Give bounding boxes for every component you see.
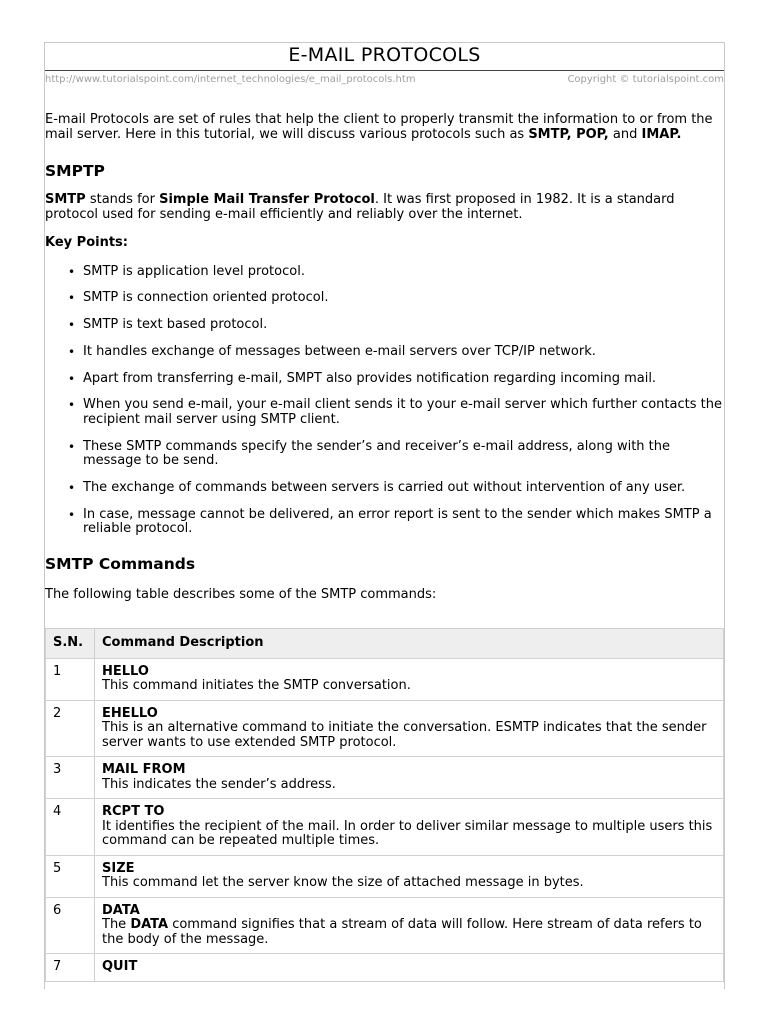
column-header-description: Command Description [95, 629, 724, 659]
command-desc: This indicates the sender’s address. [102, 776, 336, 792]
source-url[interactable]: http://www.tutorialspoint.com/internet_technologies/e_mail_protocols.htm [45, 74, 416, 85]
commands-intro: The following table describes some of the SMTP commands: [45, 586, 437, 602]
table-row [46, 658, 724, 700]
row-description [95, 855, 724, 897]
command-desc: This command initiates the SMTP conversation. [102, 678, 411, 694]
command-name: MAIL FROM [102, 762, 186, 778]
row-sn: 3 [46, 757, 95, 799]
list-item: • SMTP is connection oriented protocol. [83, 291, 724, 306]
command-desc-pre: The [102, 917, 131, 933]
table-row [46, 700, 724, 757]
smtp-stands-for: stands for [85, 192, 160, 207]
intro-protocols: SMTP, POP, [528, 126, 609, 142]
row-sn: 1 [46, 658, 95, 700]
key-points-label: Key Points: [45, 235, 128, 250]
title-divider [45, 70, 724, 71]
row-sn: 4 [46, 799, 95, 856]
smtp-heading: SMPTP [45, 162, 105, 180]
intro-imap: IMAP. [641, 126, 682, 142]
list-item: • It handles exchange of messages between e-mail servers over TCP/IP network. [83, 345, 724, 360]
command-name: SIZE [102, 860, 135, 876]
list-item: • When you send e-mail, your e-mail client sends it to your e-mail server which further contacts the recipient mail server using SMTP client. [83, 398, 724, 427]
table-row [46, 855, 724, 897]
intro-and: and [608, 126, 642, 142]
row-sn: 5 [46, 855, 95, 897]
row-sn: 6 [46, 897, 95, 954]
commands-table [45, 628, 724, 982]
page-title: E-MAIL PROTOCOLS [288, 44, 481, 66]
smtp-full-name: Simple Mail Transfer Protocol [159, 192, 375, 207]
list-item: • These SMTP commands specify the sender’s and receiver’s e-mail address, along with the message to be send. [83, 440, 724, 469]
row-description [95, 700, 724, 757]
row-description [95, 799, 724, 856]
document-content [45, 113, 724, 982]
list-item: • SMTP is application level protocol. [83, 265, 724, 280]
key-points-list [45, 265, 724, 537]
smtp-definition [45, 193, 724, 222]
command-desc: This is an alternative command to initiate the conversation. ESMTP indicates that the sender server wants to use extended SMTP protocol. [102, 720, 707, 750]
list-item: • SMTP is text based protocol. [83, 318, 724, 333]
row-description [95, 757, 724, 799]
url-bar [45, 74, 724, 90]
smtp-commands-heading: SMTP Commands [45, 554, 196, 573]
document-page [44, 42, 725, 989]
table-row [46, 799, 724, 856]
table-row [46, 757, 724, 799]
intro-text: E-mail Protocols are set of rules that help the client to properly transmit the information to or from the mail server. Here in this tutorial, we will discuss various protocols such as [45, 112, 713, 142]
row-description [95, 954, 724, 982]
copyright-notice: Copyright © tutorialspoint.com [567, 74, 724, 85]
command-desc-post: command signifies that a stream of data will follow. Here stream of data refers to the body of the message. [102, 917, 702, 947]
command-name: RCPT TO [102, 804, 165, 820]
command-desc-bold: DATA [130, 917, 169, 933]
row-description [95, 658, 724, 700]
list-item: • In case, message cannot be delivered, an error report is sent to the sender which makes SMTP a reliable protocol. [83, 508, 724, 537]
smtp-abbr: SMTP [45, 192, 86, 207]
row-description [95, 897, 724, 954]
command-desc: This command let the server know the size of attached message in bytes. [102, 875, 584, 891]
command-name: EHELLO [102, 705, 158, 721]
row-sn: 2 [46, 700, 95, 757]
intro-paragraph [45, 113, 724, 142]
list-item: • Apart from transferring e-mail, SMPT also provides notification regarding incoming mail. [83, 372, 724, 387]
command-name: HELLO [102, 663, 149, 679]
row-sn: 7 [46, 954, 95, 982]
command-desc: It identifies the recipient of the mail. In order to deliver similar message to multiple users this command can be repeated multiple times. [102, 818, 713, 849]
command-name: DATA [102, 902, 140, 918]
table-row [46, 954, 724, 982]
column-header-sn: S.N. [46, 629, 95, 659]
smtp-definition-rest: . It was first proposed in 1982. It is a standard protocol used for sending e-mail efficiently and reliably over the internet. [45, 192, 675, 222]
table-row [46, 897, 724, 954]
command-name: QUIT [102, 959, 138, 975]
table-header-row [46, 629, 724, 659]
list-item: • The exchange of commands between servers is carried out without intervention of any user. [83, 481, 724, 496]
